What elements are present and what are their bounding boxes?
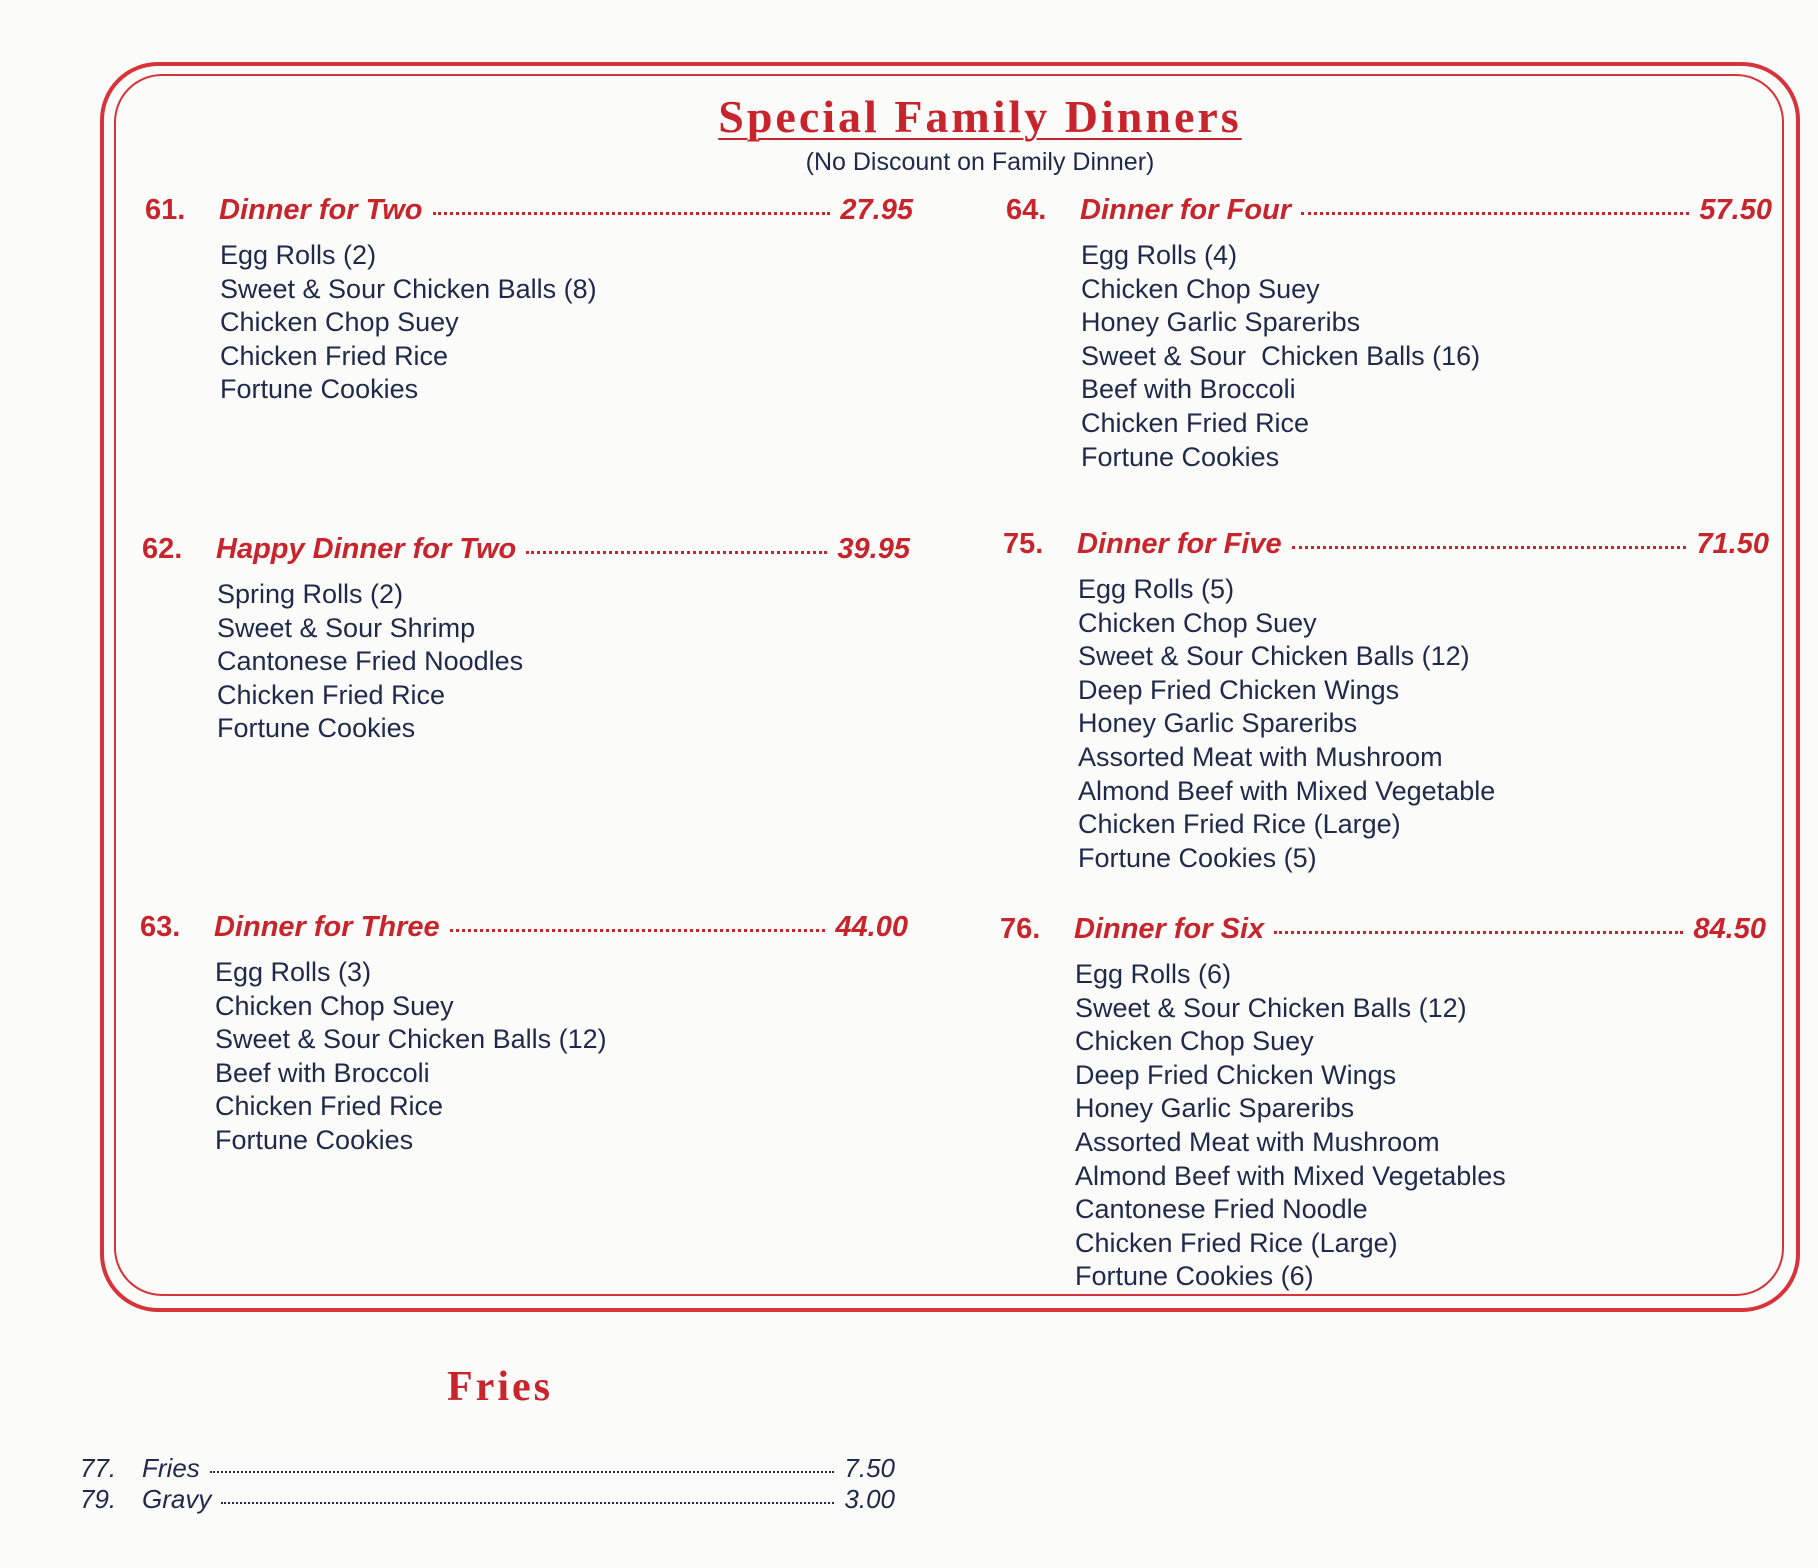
dinner-price: 57.50 [1699,194,1772,226]
dinner-items [1006,239,1772,474]
dinner-item: Honey Garlic Spareribs [1081,307,1361,338]
dinner-item: Fortune Cookies [217,713,416,744]
dinner-header [142,533,910,566]
dinner-name: Dinner for Six [1074,913,1265,945]
dinner-item: Fortune Cookies [220,374,419,405]
side-item-number: 79. [80,1484,117,1514]
dot-leader [221,1502,834,1504]
dinner-item: Chicken Fried Rice (Large) [1078,809,1401,840]
dot-leader [450,929,826,932]
dinner-header [1003,528,1769,561]
dinner-number: 61. [145,194,186,226]
dinner-61 [145,194,913,407]
dot-leader [433,212,831,215]
side-item-price: 7.50 [844,1453,895,1483]
dinner-item: Sweet & Sour Chicken Balls (8) [220,273,597,304]
dinner-item: Sweet & Sour Chicken Balls (12) [215,1024,607,1055]
dinner-item: Deep Fried Chicken Wings [1078,674,1400,705]
page-title: Special Family Dinners [718,91,1242,142]
dinner-number: 62. [142,533,183,565]
dinner-item: Honey Garlic Spareribs [1078,708,1358,739]
dinner-name: Dinner for Two [219,194,423,226]
dinner-item: Assorted Meat with Mushroom [1078,741,1443,772]
dinner-header [140,911,908,944]
dinner-number: 64. [1006,194,1047,226]
dinner-price: 84.50 [1693,913,1766,945]
dinner-name: Dinner for Five [1077,528,1282,560]
dinner-76 [1000,913,1766,1294]
dinner-items [142,578,910,746]
dinner-item: Beef with Broccoli [215,1057,430,1088]
dinner-item: Chicken Fried Rice [1081,407,1310,438]
dinner-header [145,194,913,227]
dinner-price: 27.95 [840,194,913,226]
dot-leader [1274,931,1683,934]
dinner-item: Fortune Cookies (6) [1075,1261,1314,1292]
dinner-item: Fortune Cookies (5) [1078,842,1317,873]
page-subtitle: (No Discount on Family Dinner) [805,148,1155,176]
dinner-item: Egg Rolls (3) [215,957,372,987]
dinner-item: Fortune Cookies [1081,441,1280,472]
dinner-items [145,239,913,407]
dinner-header [1006,194,1772,227]
dinner-item: Almond Beef with Mixed Vegetable [1078,775,1496,806]
dot-leader [1292,546,1687,549]
dinner-item: Almond Beef with Mixed Vegetables [1075,1160,1506,1191]
dinner-item: Chicken Chop Suey [1081,273,1320,304]
dinner-item: Egg Rolls (5) [1078,574,1235,604]
side-item-number: 77. [80,1453,117,1483]
side-item-row [80,1484,895,1515]
dinner-price: 44.00 [835,911,908,943]
dinner-item: Fortune Cookies [215,1124,414,1155]
dinner-63 [140,911,908,1158]
dinner-item: Sweet & Sour Chicken Balls (16) [1081,340,1481,371]
dinner-price: 71.50 [1696,528,1769,560]
dinner-item: Chicken Fried Rice [217,679,446,710]
dinner-items [1003,573,1769,875]
section-title-fries: Fries [447,1364,553,1410]
dot-leader [1301,212,1689,215]
side-item-name: Fries [142,1453,200,1483]
dinner-item: Beef with Broccoli [1081,374,1296,405]
dinner-item: Egg Rolls (6) [1075,959,1232,989]
dinner-item: Honey Garlic Spareribs [1075,1093,1355,1124]
dinner-item: Assorted Meat with Mushroom [1075,1126,1440,1157]
dinner-item: Sweet & Sour Chicken Balls (12) [1078,641,1470,672]
dinner-name: Happy Dinner for Two [216,533,517,565]
dot-leader [210,1471,835,1473]
dinner-number: 63. [140,911,181,943]
dinner-64 [1006,194,1772,474]
dinner-75 [1003,528,1769,875]
dinner-item: Egg Rolls (4) [1081,240,1238,270]
dinner-item: Cantonese Fried Noodles [217,646,524,677]
dinner-item: Chicken Fried Rice [215,1091,444,1122]
dinner-items [140,956,908,1158]
dinner-number: 75. [1003,528,1044,560]
dinner-name: Dinner for Four [1080,194,1292,226]
dinner-item: Chicken Fried Rice [220,340,449,371]
side-item-row [80,1453,895,1484]
dinner-items [1000,958,1766,1294]
side-item-price: 3.00 [844,1484,895,1514]
dinner-item: Spring Rolls (2) [217,579,404,609]
dinner-item: Chicken Chop Suey [1075,1026,1314,1057]
dinner-item: Chicken Chop Suey [1078,607,1317,638]
dinner-item: Chicken Chop Suey [220,307,459,338]
dinner-price: 39.95 [837,533,910,565]
dinner-62 [142,533,910,746]
dinner-item: Sweet & Sour Shrimp [217,612,476,643]
dinner-item: Chicken Fried Rice (Large) [1075,1227,1398,1258]
dinner-number: 76. [1000,913,1041,945]
dinner-item: Deep Fried Chicken Wings [1075,1059,1397,1090]
dot-leader [526,551,827,554]
dinner-name: Dinner for Three [214,911,440,943]
dinner-header [1000,913,1766,946]
dinner-item: Chicken Chop Suey [215,990,454,1021]
side-item-name: Gravy [142,1484,212,1514]
dinner-item: Cantonese Fried Noodle [1075,1194,1368,1225]
dinner-item: Sweet & Sour Chicken Balls (12) [1075,992,1467,1023]
dinner-item: Egg Rolls (2) [220,240,377,270]
